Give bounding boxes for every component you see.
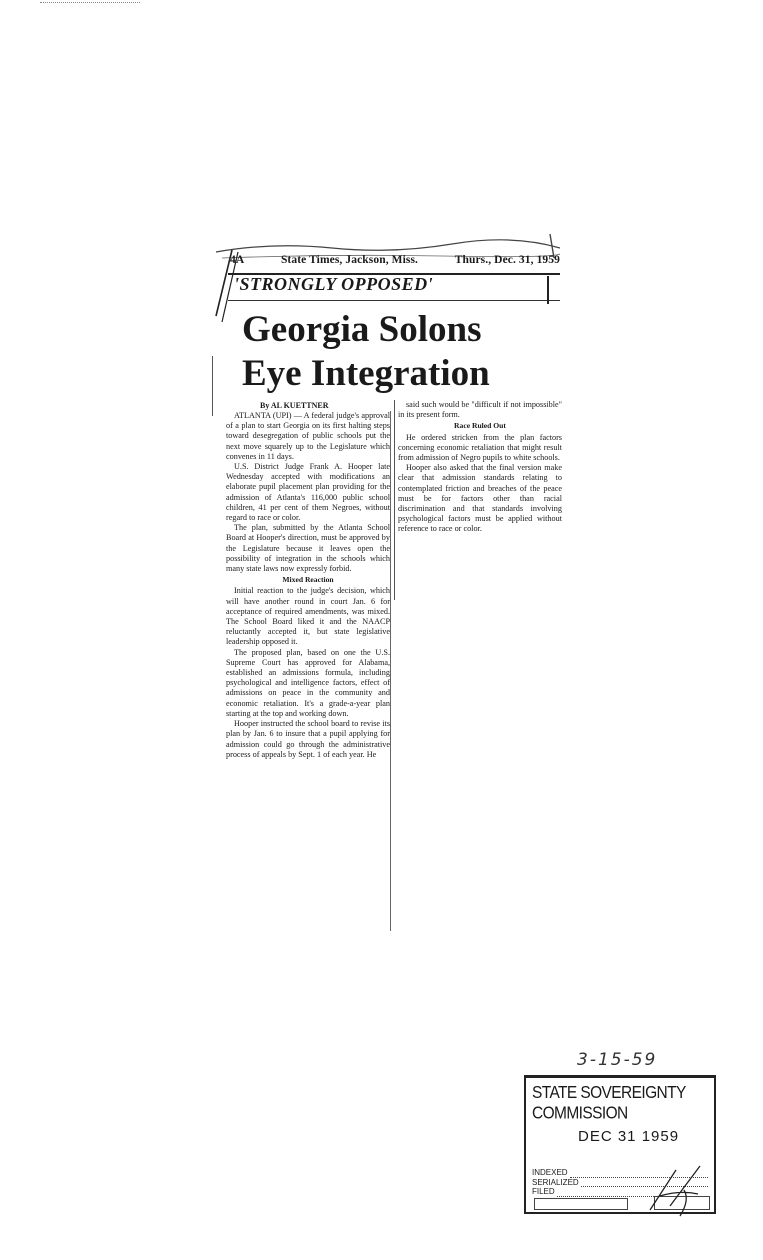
paragraph: Hooper also asked that the final version make clear that admission standards relating to contemplated friction and breaches of the peace must be for factors other than racial discrimination and that standards involving psychological factors must be applied without reference to race or color.: [398, 463, 562, 534]
headline-line-1: Georgia Solons: [242, 309, 482, 350]
headline: [242, 308, 542, 396]
paragraph: ATLANTA (UPI) — A federal judge's approval of a plan to start Georgia on its first halting steps toward desegregation of public schools put the next move squarely up to the Legislature which convenes in 11 days.: [226, 411, 390, 461]
paragraph: The plan, submitted by the Atlanta School Board at Hooper's direction, must be approved by the Legislature because it leaves open the possibility of integration in the schools which many state laws now expressly forbid.: [226, 523, 390, 574]
stamp-date: DEC 31 1959: [578, 1128, 680, 1145]
margin-bracket: [212, 356, 213, 416]
article-column-1: [226, 411, 390, 931]
handwritten-initials: [640, 1160, 710, 1220]
stamp-title: STATE SOVEREIGNTY COMMISSION: [532, 1083, 686, 1124]
stamp-field-filed: FILED: [532, 1187, 708, 1197]
kicker-rule: [228, 300, 560, 301]
page-mark: 4A: [230, 254, 245, 266]
publication-date: Thurs., Dec. 31, 1959: [454, 254, 560, 266]
subheading: Mixed Reaction: [282, 575, 334, 585]
masthead: [230, 250, 560, 270]
scan-mark: [40, 2, 140, 3]
byline: By AL KUETTNER: [260, 401, 329, 410]
column-rule: [390, 411, 391, 931]
subheading: Race Ruled Out: [454, 421, 506, 431]
stamp-field-indexed: INDEXED: [532, 1168, 708, 1178]
paragraph: The proposed plan, based on one the U.S. Supreme Court has approved for Alabama, established an admissions formula, including psychological and intelligence factors, effect of admissions on peace in the community and economic retaliation. It's a grade-a-year plan starting at the top and working down.: [226, 647, 390, 718]
stamp-box-left: [534, 1198, 628, 1210]
paragraph: said such would be "difficult if not impossible" in its present form.: [398, 400, 562, 420]
stamp-field-serialized: SERIALIZED: [532, 1178, 708, 1188]
article-column-2: [394, 400, 562, 600]
paragraph: Hooper instructed the school board to revise its plan by Jan. 6 to insure that a pupil applying for admission could go through the administrative process of appeals by Sept. 1 of each year. He: [226, 719, 390, 759]
handwritten-date: 3-15-59: [577, 1050, 658, 1070]
right-edge-mark: [547, 276, 549, 304]
newspaper-clipping: [212, 228, 562, 940]
paragraph: U.S. District Judge Frank A. Hooper late Wednesday accepted with modifications an elaborate pupil placement plan providing for the admission of Atlanta's 116,000 public school children, 41 per cent of them Negroes, without regard to race or color.: [226, 462, 390, 523]
paragraph: Initial reaction to the judge's decision, which will have another round in court Jan. 6 for acceptance of required amendments, was mixed. The School Board liked it and the NAACP reluctantly accepted it, but state legislative leadership opposed it.: [226, 586, 390, 647]
kicker: 'STRONGLY OPPOSED': [234, 274, 434, 294]
paragraph: He ordered stricken from the plan factors concerning economic retaliation that might result from admission of Negro pupils to white schools.: [398, 432, 562, 463]
headline-line-2: Eye Integration: [242, 353, 490, 394]
newspaper-name: State Times, Jackson, Miss.: [280, 254, 419, 266]
